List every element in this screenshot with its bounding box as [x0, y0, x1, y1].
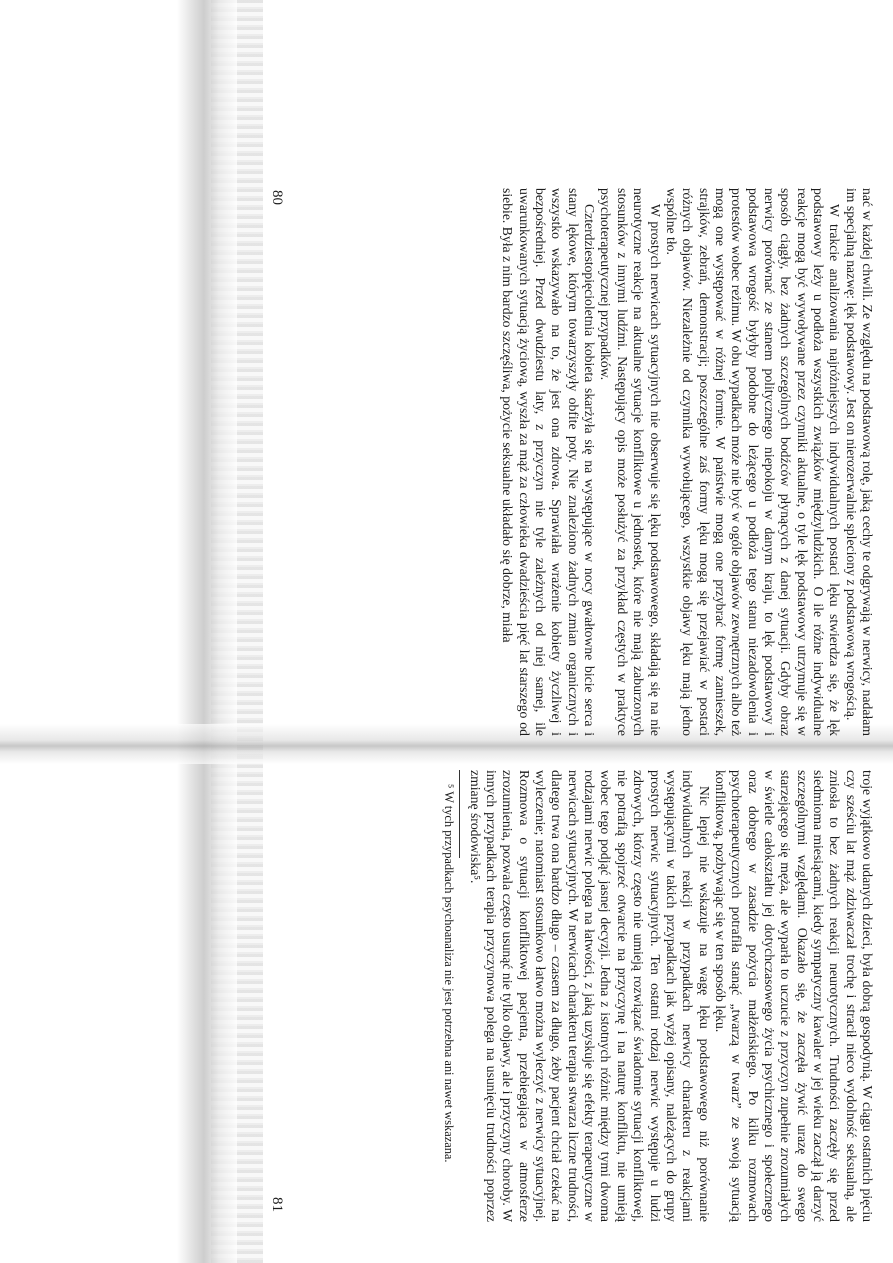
page-number-right: 81	[269, 1197, 285, 1212]
footnote: ⁵ W tych przypadkach psychoanaliza nie jest potrzebna ani nawet wskazana.	[442, 784, 457, 1163]
right-paragraph: troje wyjątkowo udanych dzieci, była dobrą gospodynią. W ciągu ostatnich pięciu czy sześciu lat mąż zdziwaczał trochę i stracił nieco wydolność seksualną, ale zniosła to bez żadnych reakcji neurotycznych. Trudności zaczęły się przed siedmioma miesiącami, kiedy sympatyczny kawaler w jej wieku zaczął ją darzyć szczególnymi względami. Okazało się, że zaczęła żywić urazę do swego starzejącego się męża, ale wyparła to uczucie z przyczyn zupełnie zrozumiałych w świetle całokształtu jej dotychczasowego życia psychicznego i społecznego oraz dobrego w zasadzie pożycia małżeńskiego. Po kilku rozmowach psychoterapeutycznych potrafiła stanąć „twarzą w twarz” ze swoją sytuacją konfliktową, pozbywając się w ten sposób lęku.	[712, 770, 875, 1222]
footnote-rule	[459, 770, 460, 858]
left-paragraph: W trakcie analizowania najróżniejszych indywidualnych postaci lęku stwierdza się, że lęk podstawowy leży u podłoża wszystkich związków międzyludzkich. O ile różne indywidualne reakcje mogą być wywoływane przez czynniki aktualne, o tyle lęk podstawowy utrzymuje się w sposób ciągły, bez żadnych szczególnych bodźców płynących z danej sytuacji. Gdyby obraz nerwicy porównać ze stanem politycznego niepokoju w danym kraju, to lęk podstawowy i podstawowa wrogość byłyby podobne do leżącego u podłoża tego stanu niezadowolenia i protestów wobec reżimu. W obu wypadkach może nie być w ogóle objawów zewnętrznych albo też mogą one występować w różnej formie. W państwie mogą one przybrać formę zamieszek, strajków, zebrań, demonstracji; poszczególne zaś formy lęku mogą się przejawiać w postaci różnych objawów. Niezależnie od czynnika wywołującego, wszystkie objawy lęku mają jedno wspólne tło.	[663, 188, 843, 736]
right-page	[275, 770, 875, 1222]
left-page	[275, 188, 875, 736]
left-paragraph: nać w każdej chwili. Ze względu na podstawową rolę, jaką cechy te odgrywają w nerwicy, nadałam im specjalną nazwę: lęk podstawowy. Jest on nierozerwalnie spleciony z podstawową wrogością.	[843, 188, 875, 736]
left-paragraph: W prostych nerwicach sytuacyjnych nie obserwuje się lęku podstawowego, składają się na nie neurotyczne reakcje na aktualne sytuacje konfliktowe u jednostek, które nie mają zaburzonych stosunków z innymi ludźmi. Następujący opis może posłużyć za przykład częstych w praktyce psychoterapeutycznej przypadków.	[598, 188, 663, 736]
left-paragraph: Czterdziestopięcioletnia kobieta skarżyła się na występujące w nocy gwałtowne bicie serca i stany lękowe, którym towarzyszyły obfite poty. Nie znaleziono żadnych zmian organicznych i wszystko wskazywało na to, że jest ona zdrowa. Sprawiała wrażenie kobiety życzliwej i bezpośredniej. Przed dwudziestu laty, z przyczyn nie tyle zależnych od niej samej, ile uwarunkowanych sytuacją życiową, wyszła za mąż za człowieka dwadzieścia pięć lat starszego od siebie. Była z nim bardzo szczęśliwa, pożycie seksualne układało się dobrze, miała	[500, 188, 598, 736]
scan-edge-shadow	[177, 0, 237, 1263]
page-number-left: 80	[269, 190, 285, 205]
right-paragraph: Nic lepiej nie wskazuje na wagę lęku podstawowego niż porównanie indywidualnych reakcji w przypadkach nerwicy charakteru z reakcjami występującymi w takich przypadkach jak wyżej opisany, należących do grupy prostych nerwic sytuacyjnych. Ten ostatni rodzaj nerwic występuje u ludzi zdrowych, którzy często nie umieją rozwiązać świadomie sytuacji konfliktowej, nie potrafią spojrzeć otwarcie na przyczynę i na naturę konfliktu, nie umieją wobec tego podjąć jasnej decyzji. Jedna z istotnych różnic między tymi dwoma rodzajami nerwic polega na łatwości, z jaką uzyskuje się efekty terapeutyczne w nerwicach sytuacyjnych. W nerwicach charakteru terapia stwarza liczne trudności, dlatego trwa ona bardzo długo – czasem za długo, żeby pacjent chciał czekać na wyleczenie; natomiast stosunkowo łatwo można wyleczyć z nerwicy sytuacyjnej. Rozmowa o sytuacji konfliktowej pacjenta, przebiegająca w atmosferze zrozumienia, pozwala często usunąć nie tylko objawy, ale i przyczyny choroby. W innych przypadkach terapia przyczynowa polega na usunięciu trudności poprzez zmianę środowiska⁵.	[467, 770, 712, 1222]
